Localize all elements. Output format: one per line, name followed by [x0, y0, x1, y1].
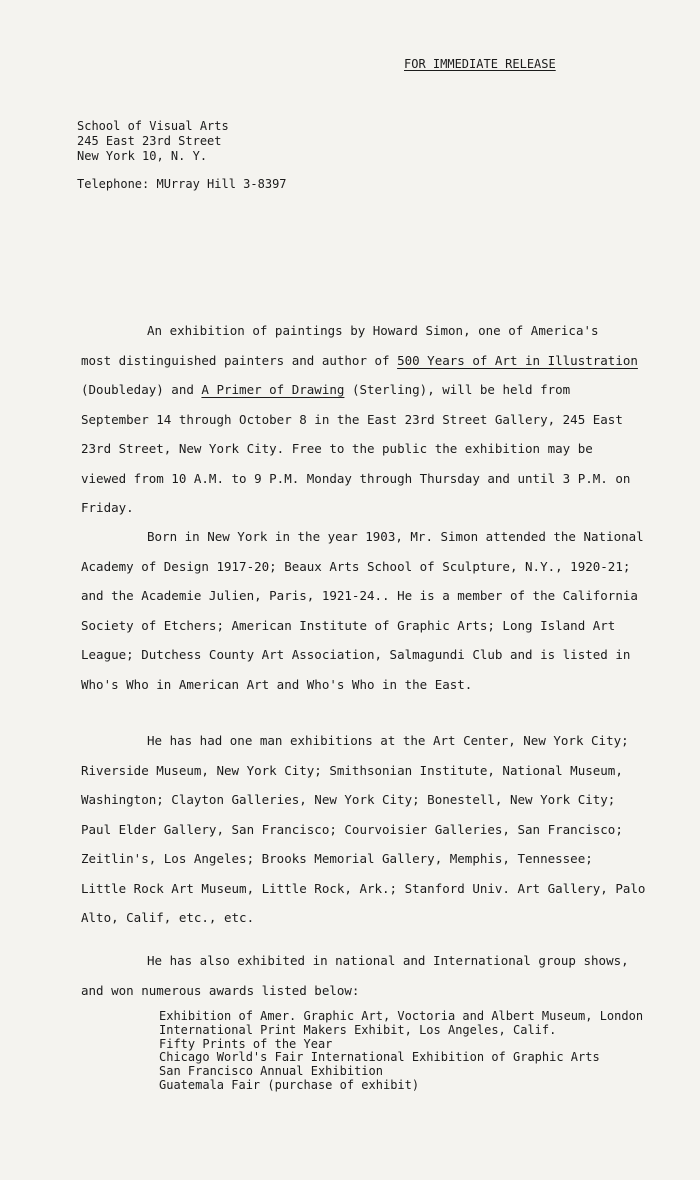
text-line: He has also exhibited in national and International group shows,: [147, 953, 629, 968]
text-line: Washington; Clayton Galleries, New York City; Bonestell, New York City;: [81, 792, 616, 807]
text-line: Friday.: [81, 500, 134, 515]
text-line: Riverside Museum, New York City; Smithsonian Institute, National Museum,: [81, 762, 623, 778]
text-line: Paul Elder Gallery, San Francisco; Courvoisier Galleries, San Francisco;: [81, 821, 623, 837]
release-heading: FOR IMMEDIATE RELEASE: [404, 57, 556, 71]
paragraph-one-man-exhibitions: [81, 726, 681, 933]
text-line: League; Dutchess County Art Association, Salmagundi Club and is listed in: [81, 647, 631, 662]
award-item: International Print Makers Exhibit, Los Angeles, Calif.: [159, 1022, 557, 1037]
text-fragment: (Sterling), will be held from: [344, 382, 571, 397]
text-line: Zeitlin's, Los Angeles; Brooks Memorial Gallery, Memphis, Tennessee;: [81, 851, 593, 866]
text-line: viewed from 10 A.M. to 9 P.M. Monday through Thursday and until 3 P.M. on: [81, 470, 631, 486]
text-line: [81, 375, 681, 405]
paragraph-exhibition: [81, 316, 681, 523]
text-line: 23rd Street, New York City. Free to the public the exhibition may be: [81, 441, 593, 456]
telephone-line: Telephone: MUrray Hill 3-8397: [77, 177, 287, 191]
address-line: New York 10, N. Y.: [77, 149, 208, 163]
text-line: Academy of Design 1917-20; Beaux Arts School of Sculpture, N.Y., 1920-21;: [81, 558, 631, 574]
text-line: Alto, Calif, etc., etc.: [81, 910, 255, 925]
award-item: Guatemala Fair (purchase of exhibit): [159, 1077, 420, 1092]
text-line: [81, 346, 681, 376]
text-fragment: (Doubleday) and: [81, 382, 202, 397]
award-item: San Francisco Annual Exhibition: [159, 1064, 383, 1079]
text-line: An exhibition of paintings by Howard Simon, one of America's: [147, 323, 599, 338]
address-line: School of Visual Arts: [77, 119, 229, 133]
award-item: Exhibition of Amer. Graphic Art, Voctoria and Albert Museum, London: [159, 1009, 644, 1023]
paragraph-biography: [81, 522, 681, 699]
text-line: and the Academie Julien, Paris, 1921-24.. He is a member of the California: [81, 588, 638, 603]
text-line: and won numerous awards listed below:: [81, 982, 360, 998]
text-line: Born in New York in the year 1903, Mr. Simon attended the National: [147, 529, 644, 544]
text-line: Who's Who in American Art and Who's Who in the East.: [81, 676, 473, 692]
award-item: Chicago World's Fair International Exhibition of Graphic Arts: [159, 1050, 600, 1065]
text-line: Society of Etchers; American Institute of Graphic Arts; Long Island Art: [81, 617, 616, 633]
text-fragment: most distinguished painters and author of: [81, 352, 398, 368]
address-line: 245 East 23rd Street: [77, 134, 222, 148]
address-block: [77, 119, 229, 164]
text-line: Little Rock Art Museum, Little Rock, Ark.; Stanford Univ. Art Gallery, Palo: [81, 880, 646, 896]
text-line: He has had one man exhibitions at the Art Center, New York City;: [147, 733, 629, 748]
book-title-underlined: 500 Years of Art in Illustration: [397, 352, 638, 368]
book-title-underlined: A Primer of Drawing: [201, 382, 345, 397]
awards-list: [159, 1010, 643, 1093]
text-line: September 14 through October 8 in the East 23rd Street Gallery, 245 East: [81, 411, 623, 427]
award-item: Fifty Prints of the Year: [159, 1036, 333, 1051]
paragraph-group-shows: [81, 946, 681, 1005]
